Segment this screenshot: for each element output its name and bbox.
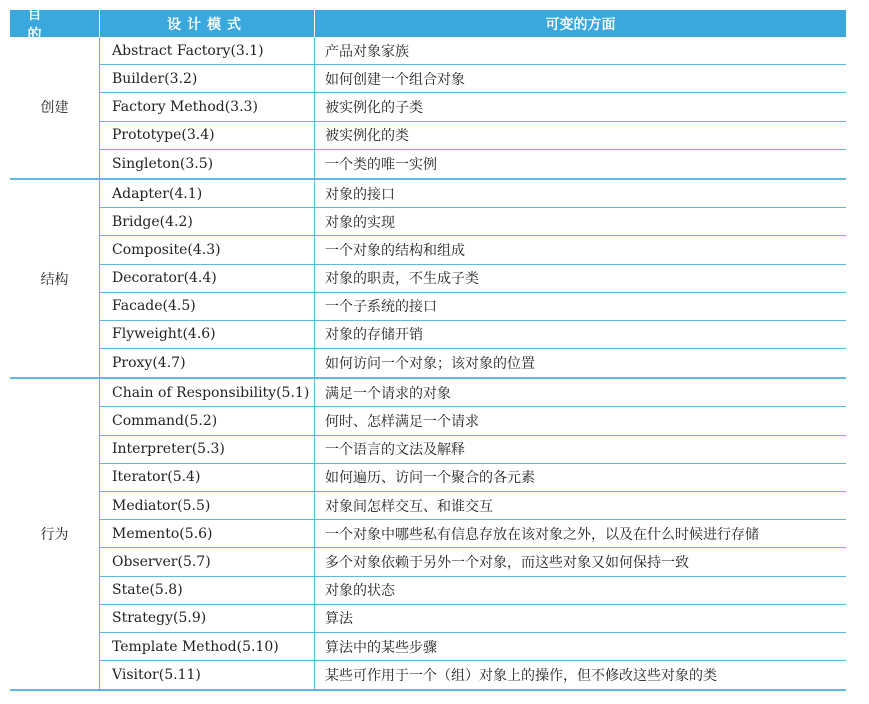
header-purpose: 目 的 bbox=[10, 10, 100, 37]
purpose-cell: 结构 bbox=[10, 180, 100, 377]
table-body bbox=[10, 37, 846, 691]
pattern-cell: Flyweight(4.6) bbox=[100, 321, 315, 348]
design-patterns-table bbox=[10, 6, 846, 691]
pattern-cell: Decorator(4.4) bbox=[100, 265, 315, 292]
purpose-cell: 创建 bbox=[10, 37, 100, 178]
aspect-cell: 对象的实现 bbox=[325, 214, 395, 231]
table-row bbox=[100, 208, 846, 236]
pattern-cell: Composite(4.3) bbox=[100, 236, 315, 263]
table-row bbox=[100, 180, 846, 208]
pattern-cell: Adapter(4.1) bbox=[100, 180, 315, 207]
table-row bbox=[100, 265, 846, 293]
table-row bbox=[100, 93, 846, 121]
pattern-cell: Observer(5.7) bbox=[100, 548, 315, 575]
aspect-cell: 产品对象家族 bbox=[325, 43, 409, 60]
aspect-cell: 如何创建一个组合对象 bbox=[325, 71, 465, 88]
pattern-cell: Bridge(4.2) bbox=[100, 208, 315, 235]
table-header bbox=[10, 6, 846, 43]
aspect-cell: 算法 bbox=[325, 611, 353, 628]
aspect-cell: 对象的职责，不生成子类 bbox=[325, 271, 479, 288]
aspect-cell: 如何遍历、访问一个聚合的各元素 bbox=[325, 470, 535, 487]
pattern-cell: Template Method(5.10) bbox=[100, 633, 315, 660]
aspect-cell: 一个对象中哪些私有信息存放在该对象之外，以及在什么时候进行存储 bbox=[325, 526, 759, 543]
pattern-cell: Factory Method(3.3) bbox=[100, 93, 315, 120]
table-row bbox=[100, 577, 846, 605]
table-row bbox=[100, 150, 846, 178]
table-row bbox=[100, 65, 846, 93]
pattern-cell: Builder(3.2) bbox=[100, 65, 315, 92]
table-row bbox=[100, 349, 846, 377]
aspect-cell: 如何访问一个对象；该对象的位置 bbox=[325, 356, 535, 373]
aspect-cell: 对象的状态 bbox=[325, 583, 395, 600]
table-row bbox=[100, 605, 846, 633]
table-row bbox=[100, 520, 846, 548]
header-aspect: 可变的方面 bbox=[545, 16, 616, 33]
pattern-cell: Interpreter(5.3) bbox=[100, 436, 315, 463]
table-row bbox=[100, 548, 846, 576]
table-row bbox=[100, 37, 846, 65]
aspect-cell: 被实例化的类 bbox=[325, 128, 409, 145]
pattern-cell: Chain of Responsibility(5.1) bbox=[100, 379, 315, 406]
table-row bbox=[100, 122, 846, 150]
aspect-cell: 一个类的唯一实例 bbox=[325, 156, 437, 173]
pattern-cell: Iterator(5.4) bbox=[100, 464, 315, 491]
aspect-cell: 被实例化的子类 bbox=[325, 99, 423, 116]
pattern-cell: Abstract Factory(3.1) bbox=[100, 37, 315, 64]
group-rows bbox=[100, 180, 846, 377]
table-row bbox=[100, 321, 846, 349]
table-row bbox=[100, 464, 846, 492]
table-row bbox=[100, 661, 846, 689]
group-rows bbox=[100, 379, 846, 689]
pattern-cell: Command(5.2) bbox=[100, 407, 315, 434]
group-rows bbox=[100, 37, 846, 178]
pattern-cell: Singleton(3.5) bbox=[100, 150, 315, 178]
pattern-cell: Strategy(5.9) bbox=[100, 605, 315, 632]
table-row bbox=[100, 293, 846, 321]
aspect-cell: 一个对象的结构和组成 bbox=[325, 242, 465, 259]
pattern-cell: Memento(5.6) bbox=[100, 520, 315, 547]
table-row bbox=[100, 436, 846, 464]
pattern-cell: Prototype(3.4) bbox=[100, 122, 315, 149]
aspect-cell: 一个子系统的接口 bbox=[325, 299, 437, 316]
table-row bbox=[100, 236, 846, 264]
table-row bbox=[100, 633, 846, 661]
aspect-cell: 满足一个请求的对象 bbox=[325, 385, 451, 402]
aspect-cell: 算法中的某些步骤 bbox=[325, 639, 437, 656]
purpose-cell: 行为 bbox=[10, 379, 100, 689]
aspect-cell: 对象间怎样交互、和谁交互 bbox=[325, 498, 493, 515]
aspect-cell: 何时、怎样满足一个请求 bbox=[325, 414, 479, 431]
aspect-cell: 某些可作用于一个（组）对象上的操作，但不修改这些对象的类 bbox=[325, 668, 717, 685]
aspect-cell: 对象的接口 bbox=[325, 186, 395, 203]
pattern-cell: Mediator(5.5) bbox=[100, 492, 315, 519]
pattern-cell: Visitor(5.11) bbox=[100, 661, 315, 689]
pattern-cell: Facade(4.5) bbox=[100, 293, 315, 320]
aspect-cell: 多个对象依赖于另外一个对象，而这些对象又如何保持一致 bbox=[325, 554, 689, 571]
group-0 bbox=[10, 37, 846, 180]
table-row bbox=[100, 407, 846, 435]
table-row bbox=[100, 492, 846, 520]
group-1 bbox=[10, 180, 846, 379]
aspect-cell: 对象的存储开销 bbox=[325, 327, 423, 344]
group-2 bbox=[10, 379, 846, 691]
aspect-cell: 一个语言的文法及解释 bbox=[325, 442, 465, 459]
table-row bbox=[100, 379, 846, 407]
header-pattern: 设计模式 bbox=[100, 10, 315, 37]
pattern-cell: Proxy(4.7) bbox=[100, 349, 315, 377]
pattern-cell: State(5.8) bbox=[100, 577, 315, 604]
